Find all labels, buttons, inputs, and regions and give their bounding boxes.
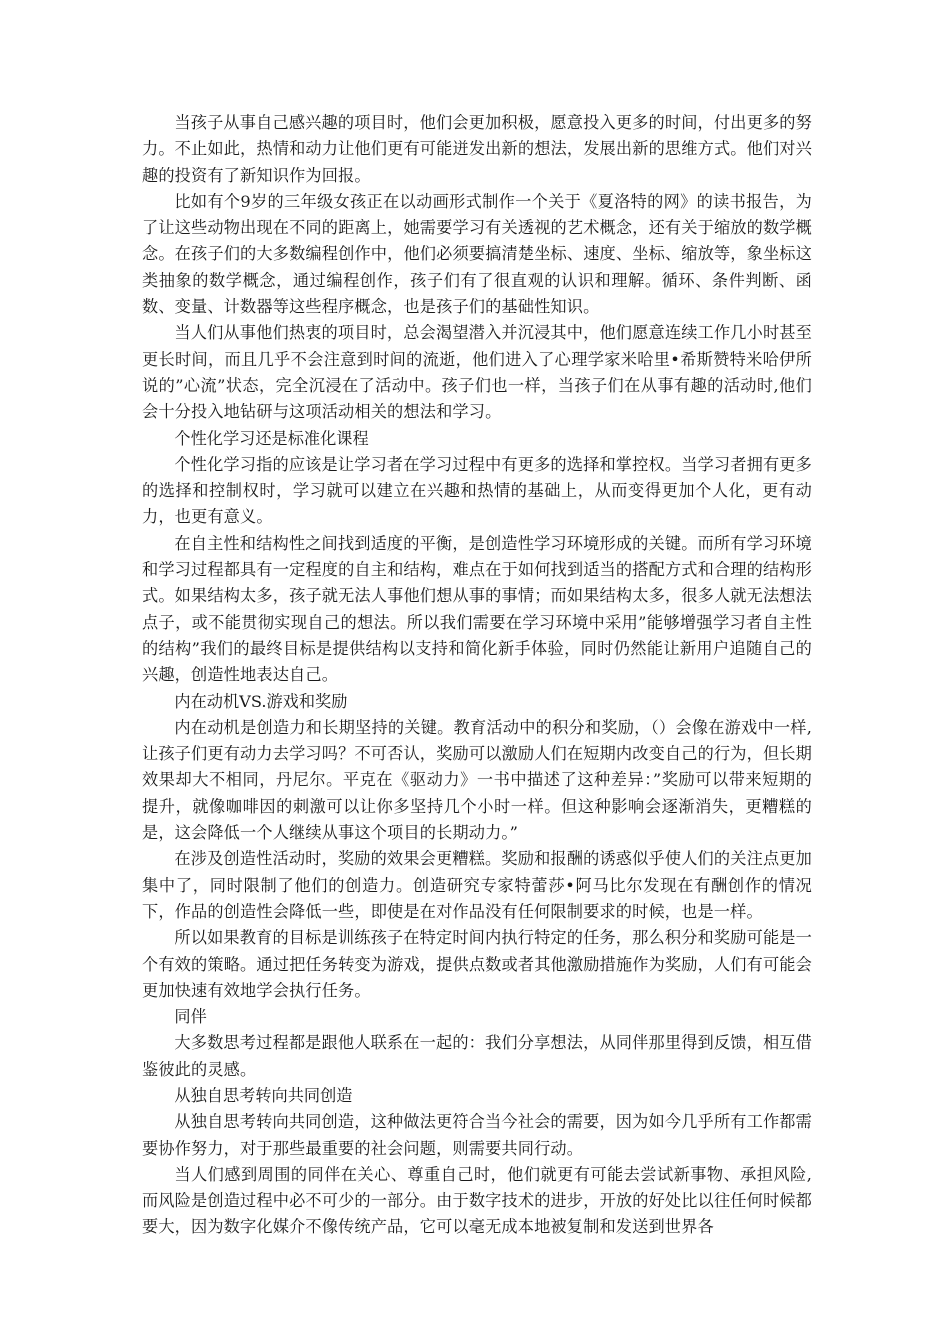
paragraph-co-creation: 从独自思考转向共同创造，这种做法更符合当今社会的需要，因为如今几乎所有工作都需要协作努力，对于那些最重要的社会问题，则需要共同行动。 bbox=[142, 1112, 812, 1158]
document-page bbox=[142, 110, 812, 1241]
paragraph-personalized-learning: 个性化学习指的应该是让学习者在学习过程中有更多的选择和掌控权。当学习者拥有更多的选择和控制权时，学习就可以建立在兴趣和热情的基础上，从而变得更加个人化，更有动力，也更有意义。 bbox=[142, 454, 812, 527]
paragraph-intrinsic-motivation: 内在动机是创造力和长期坚持的关键。教育活动中的积分和奖励，（）会像在游戏中一样,让孩子们更有动力去学习吗？不可否认，奖励可以激励人们在短期内改变自己的行为，但长期效果却大不相同，丹尼尔。平克在《驱动力》一书中描述了这种差异：”奖励可以带来短期的提升，就像咖啡因的刺激可以让你多坚持几个小时一样。但这种影响会逐渐消失，更糟糕的是，这会降低一个人继续从事这个项目的长期动力。” bbox=[142, 717, 812, 843]
section-heading-personalized-learning: 个性化学习还是标准化课程 bbox=[174, 428, 369, 448]
paragraph-rewards-creativity: 在涉及创造性活动时，奖励的效果会更糟糕。奖励和报酬的诱惑似乎使人们的关注点更加集中了，同时限制了他们的创造力。创造研究专家特蕾莎•阿马比尔发现在有酬创作的情况下，作品的创造性会降低一些，即使是在对作品没有任何限制要求的时候，也是一样。 bbox=[142, 849, 812, 921]
paragraph-peers: 大多数思考过程都是跟他人联系在一起的：我们分享想法，从同伴那里得到反馈，相互借鉴彼此的灵感。 bbox=[142, 1033, 812, 1079]
paragraph-risk-openness: 当人们感到周围的同伴在关心、尊重自己时，他们就更有可能去尝试新事物、承担风险,而风险是创造过程中必不可少的一部分。由于数字技术的进步，开放的好处比以往任何时候都要大，因为数字化媒介不像传统产品，它可以毫无成本地被复制和发送到世界各 bbox=[142, 1164, 812, 1237]
paragraph-interest-projects: 当孩子从事自己感兴趣的项目时，他们会更加积极，愿意投入更多的时间，付出更多的努力。不止如此，热情和动力让他们更有可能迸发出新的想法，发展出新的思维方式。他们对兴趣的投资有了新知识作为回报。 bbox=[142, 113, 812, 185]
paragraph-autonomy-structure: 在自主性和结构性之间找到适度的平衡，是创造性学习环境形成的关键。而所有学习环境和学习过程都具有一定程度的自主和结构，难点在于如何找到适当的搭配方式和合理的结构形式。如果结构太多，孩子就无法人事他们想从事的事情；而如果结构太多，很多人就无法想法点子，或不能贯彻实现自己的想法。所以我们需要在学习环境中采用”能够增强学习者自主性的结构”我们的最终目标是提供结构以支持和简化新手体验，同时仍然能让新用户追随自己的兴趣，创造性地表达自己。 bbox=[142, 533, 812, 685]
section-heading-co-creation: 从独自思考转向共同创造 bbox=[174, 1085, 353, 1105]
paragraph-charlottes-web-example: 比如有个9岁的三年级女孩正在以动画形式制作一个关于《夏洛特的网》的读书报告，为了让这些动物出现在不同的距离上，她需要学习有关透视的艺术概念，还有关于缩放的数学概念。在孩子们的大多数编程创作中，他们必须要搞清楚坐标、速度、坐标、缩放等，象坐标这类抽象的数学概念，通过编程创作，孩子们有了很直观的认识和理解。循环、条件判断、函数、变量、计数器等这些程序概念，也是孩子们的基础性知识。 bbox=[142, 191, 812, 317]
section-heading-peers: 同伴 bbox=[174, 1007, 207, 1027]
section-heading-intrinsic-motivation: 内在动机VS.游戏和奖励 bbox=[174, 691, 348, 711]
paragraph-flow-state: 当人们从事他们热衷的项目时，总会渴望潜入并沉浸其中，他们愿意连续工作几小时甚至更长时间，而且几乎不会注意到时间的流逝，他们进入了心理学家米哈里•希斯赞特米哈伊所说的”心流”状态，完全沉浸在了活动中。孩子们也一样，当孩子们在从事有趣的活动时,他们会十分投入地钻研与这项活动相关的想法和学习。 bbox=[142, 323, 812, 422]
paragraph-points-strategy: 所以如果教育的目标是训练孩子在特定时间内执行特定的任务，那么积分和奖励可能是一个有效的策略。通过把任务转变为游戏，提供点数或者其他激励措施作为奖励，人们有可能会更加快速有效地学会执行任务。 bbox=[142, 928, 812, 1000]
